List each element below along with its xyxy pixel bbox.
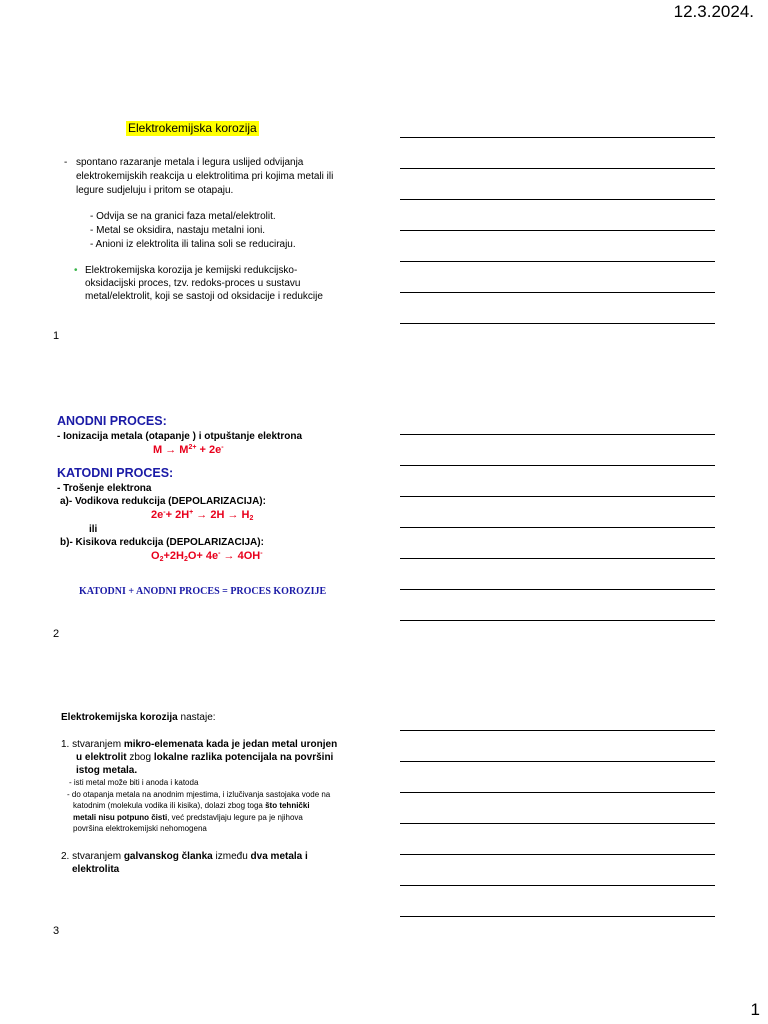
- intro-line: elektrokemijskih reakcija u elektrolitima pri kojima metali ili: [76, 171, 334, 182]
- notes-line: [400, 916, 715, 917]
- notes-line: [400, 292, 715, 293]
- slide3-intro: Elektrokemijska korozija nastaje:: [61, 712, 216, 723]
- slide3-item-2: 2. stvaranjem galvanskog članka između dva metala i elektrolita: [61, 851, 308, 875]
- notes-line: [400, 761, 715, 762]
- notes-line: [400, 589, 715, 590]
- notes-line: [400, 885, 715, 886]
- notes-line: [400, 465, 715, 466]
- slide3-item-1: 1. stvaranjem mikro-elemenata kada je jedan metal uronjen u elektrolit zbog lokalne razlika potencijala na površini istog metala.: [61, 739, 338, 776]
- notes-line: [400, 323, 715, 324]
- slide1-intro: [76, 156, 376, 198]
- slide1-intro-dash: -: [64, 157, 68, 168]
- green-bullet-icon: •: [74, 265, 78, 276]
- page-number: 1: [750, 1000, 760, 1019]
- notes-line: [400, 823, 715, 824]
- slide1-bullet-text: [85, 264, 385, 303]
- subpoint: - do otapanja metala na anodnim mjestima, i izlučivanja sastojaka vode na: [67, 789, 331, 799]
- notes-line: [400, 527, 715, 528]
- notes-line: [400, 730, 715, 731]
- bullet-line: Elektrokemijska korozija je kemijski redukcijsko-: [85, 265, 298, 276]
- document-date: 12.3.2024.: [673, 2, 754, 21]
- process-summary: KATODNI + ANODNI PROCES = PROCES KOROZIJE: [79, 586, 327, 597]
- notes-line: [400, 854, 715, 855]
- slide2-number: 2: [53, 628, 60, 640]
- anodic-heading: ANODNI PROCES:: [57, 414, 167, 428]
- anodic-description: - Ionizacija metala (otapanje ) i otpuštanje elektrona: [57, 431, 303, 442]
- notes-line: [400, 168, 715, 169]
- bullet-line: oksidacijski proces, tzv. redoks-proces u sustavu: [85, 278, 301, 289]
- intro-line: spontano razaranje metala i legura uslijed odvijanja: [76, 157, 304, 168]
- slide1-title: Elektrokemijska korozija: [128, 121, 257, 135]
- notes-line: [400, 199, 715, 200]
- notes-line: [400, 558, 715, 559]
- intro-line: legure sudjeluju i pritom se otapaju.: [76, 185, 234, 196]
- option-b-label: b)- Kisikova redukcija (DEPOLARIZACIJA):: [60, 537, 264, 548]
- or-label: ili: [89, 524, 98, 535]
- slide1-points: [90, 210, 296, 252]
- anodic-equation: $M \to M^{2+} + 2e^-$: [153, 444, 224, 456]
- notes-line: [400, 137, 715, 138]
- bullet-line: metal/elektrolit, koji se sastoji od oksidacije i redukcije: [85, 291, 323, 302]
- subpoint: - isti metal može biti i anoda i katoda: [69, 778, 199, 787]
- slide3-number: 3: [53, 925, 60, 937]
- point-item: - Odvija se na granici faza metal/elektrolit.: [90, 211, 276, 222]
- point-item: - Anioni iz elektrolita ili talina soli se reduciraju.: [90, 239, 296, 250]
- cathodic-description: - Trošenje elektrona: [57, 483, 152, 494]
- hydrogen-equation: $2e^-+ 2H^+ \to 2H \to H_2$: [151, 509, 254, 522]
- notes-line: [400, 620, 715, 621]
- option-a-label: a)- Vodikova redukcija (DEPOLARIZACIJA):: [60, 496, 266, 507]
- notes-line: [400, 230, 715, 231]
- oxygen-equation: $O_2+2H_2O+ 4e^- \to 4OH^-$: [151, 550, 263, 563]
- notes-line: [400, 261, 715, 262]
- notes-line: [400, 496, 715, 497]
- point-item: - Metal se oksidira, nastaju metalni ioni.: [90, 225, 266, 236]
- cathodic-heading: KATODNI PROCES:: [57, 466, 174, 480]
- notes-line: [400, 792, 715, 793]
- notes-line: [400, 434, 715, 435]
- slide1-number: 1: [53, 330, 60, 342]
- slide3-subpoints: - isti metal može biti i anoda i katoda - do otapanja metala na anodnim mjestima, i izlučivanja sastojaka vode na katodnim (molekula vodika ili kisika), dolazi zbog toga što tehnički metali nisu potpuno čisti, već predstavljaju legure pa je njihova površina elektrokemijski nehomogena: [69, 777, 389, 835]
